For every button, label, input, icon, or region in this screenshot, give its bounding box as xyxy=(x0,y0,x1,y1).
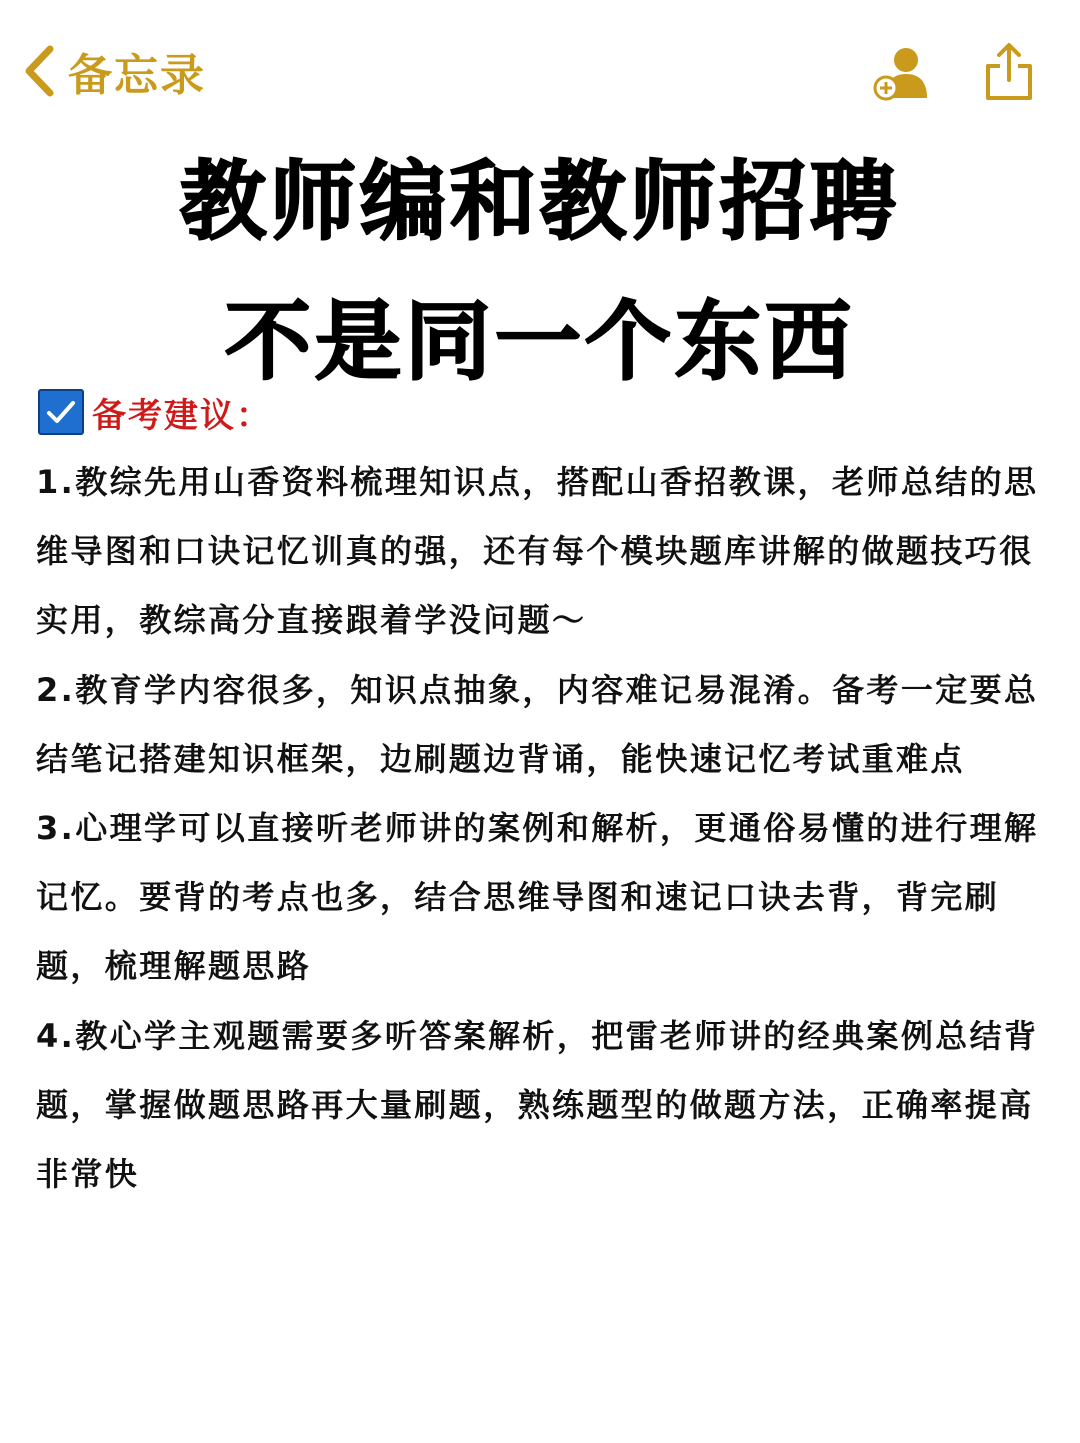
section-label: 备考建议： xyxy=(92,395,272,436)
chevron-left-icon xyxy=(22,44,56,98)
tip-paragraph-1: 1.教综先用山香资料梳理知识点，搭配山香招教课，老师总结的思维导图和口诀记忆训真的强，还有每个模块题库讲解的做题技巧很实用，教综高分直接跟着学没问题～ xyxy=(36,463,1039,640)
add-person-button[interactable] xyxy=(872,42,932,102)
tip-paragraph-3: 3.心理学可以直接听老师讲的案例和解析，更通俗易懂的进行理解记忆。要背的考点也多，结合思维导图和速记口诀去背，背完刷题，梳理解题思路 xyxy=(36,809,1039,986)
page-title-line-2: 不是同一个东西 xyxy=(225,292,855,392)
back-label: 备忘录 xyxy=(68,50,206,101)
navigation-bar xyxy=(0,0,1080,130)
tip-paragraph-2: 2.教育学内容很多，知识点抽象，内容难记易混淆。备考一定要总结笔记搭建知识框架，边刷题边背诵，能快速记忆考试重难点 xyxy=(36,670,1039,778)
back-button[interactable] xyxy=(22,40,206,102)
page-title-line-1: 教师编和教师招聘 xyxy=(180,152,900,252)
checkbox-checked-icon xyxy=(38,389,84,435)
tip-paragraph-4: 4.教心学主观题需要多听答案解析，把雷老师讲的经典案例总结背题，掌握做题思路再大量刷题，熟练题型的做题方法，正确率提高非常快 xyxy=(36,1016,1039,1194)
add-person-icon xyxy=(872,42,932,102)
section-header xyxy=(38,388,272,436)
share-icon xyxy=(984,42,1034,102)
note-body xyxy=(36,448,1056,1209)
share-button[interactable] xyxy=(984,42,1034,102)
